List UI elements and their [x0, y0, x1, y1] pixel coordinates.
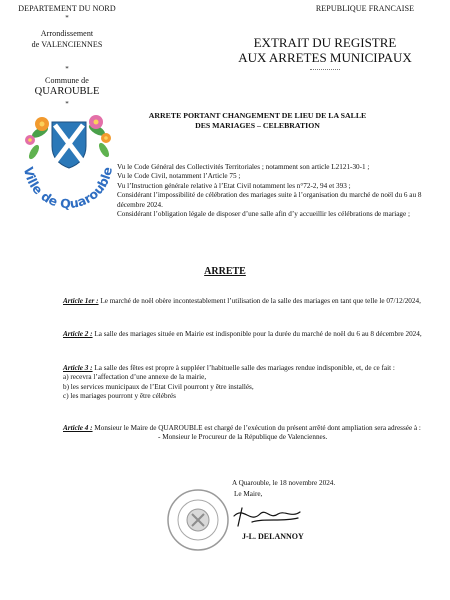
article-3-item: c) les mariages pourront y être célébrés: [63, 392, 176, 401]
town-logo-svg: [14, 112, 122, 212]
article-2: [63, 330, 441, 339]
vu-item: Vu le Code Civil, notamment l’Article 75 ;: [117, 172, 241, 181]
arrete-title: [115, 111, 400, 131]
official-stamp: [166, 488, 230, 552]
vus-block: [117, 163, 439, 219]
article-2-label: Article 2 :: [63, 330, 93, 338]
shield-icon: [52, 122, 86, 168]
vu-item: Vu le Code Général des Collectivités Territoriales ; notamment son article L2121-30-1 ;: [117, 163, 370, 171]
considerant-item: Considérant l’impossibilité de célébration des mariages suite à l’organisation du marché de noël du 6 au 8 décembre 2024.: [117, 191, 422, 209]
arrete-heading: ARRETE: [204, 266, 246, 277]
arrondissement-city: de VALENCIENNES: [31, 40, 103, 49]
commune-label: Commune de: [45, 76, 89, 85]
registre-title-line2: AUX ARRETES MUNICIPAUX: [238, 50, 412, 65]
leaf-icon: [97, 141, 111, 158]
signature-stroke-icon: [230, 498, 320, 530]
stamp-seal-icon: [166, 488, 230, 552]
registre-title-line1: EXTRAIT DU REGISTRE: [253, 35, 397, 50]
title-dotted-rule: [310, 69, 340, 70]
article-3-text: La salle des fêtes est propre à suppléer l’habituelle salle des mariages rendue indisponible, et, de ce fait :: [92, 364, 395, 372]
place-date: A Quarouble, le 18 novembre 2024.: [232, 479, 336, 487]
article-4: [63, 424, 441, 443]
flower-icon: [35, 117, 49, 131]
departement-label: DEPARTEMENT DU NORD: [18, 4, 116, 13]
article-3-item: a) recevra l’affectation d’une annexe de la mairie,: [63, 373, 207, 382]
flower-icon: [101, 133, 111, 143]
handwritten-signature: [230, 498, 320, 530]
considerant-item: Considérant l’obligation légale de disposer d’une salle afin d’y accueillir les célébrations de mariage ;: [117, 210, 410, 219]
article-3-label: Article 3 :: [63, 364, 93, 372]
article-3: [63, 364, 441, 402]
star-separator: *: [65, 14, 69, 22]
flower-icon: [89, 115, 103, 129]
article-1: [63, 297, 441, 306]
article-4-text: Monsieur le Maire de QUAROUBLE est chargé de l’exécution du présent arrêté dont ampliation sera adressée à :: [92, 424, 421, 432]
article-2-text: La salle des mariages située en Mairie est indisponible pour la durée du marché de noël du 6 au 8 décembre 2024,: [92, 330, 422, 338]
star-separator: *: [65, 100, 69, 108]
signatory-role: Le Maire,: [234, 490, 263, 498]
article-4-label: Article 4 :: [63, 424, 93, 432]
flower-icon: [25, 135, 35, 145]
logo-arc-text: Ville de Quarouble: [20, 165, 115, 212]
signatory-name: J-L. DELANNOY: [242, 532, 304, 541]
article-1-text: Le marché de noël obère incontestablement l’utilisation de la salle des mariages en tant que telle le 07/12/2024,: [98, 297, 421, 305]
leaf-icon: [27, 143, 41, 160]
article-1-label: Article 1er :: [63, 297, 99, 305]
town-logo: [14, 112, 122, 212]
arrondissement-label: Arrondissement: [40, 29, 94, 38]
commune-name: QUAROUBLE: [34, 86, 100, 97]
arrete-title-line1: ARRETE PORTANT CHANGEMENT DE LIEU DE LA SALLE: [148, 111, 367, 120]
republique-label: REPUBLIQUE FRANCAISE: [315, 4, 415, 13]
arrete-title-line2: DES MARIAGES – CELEBRATION: [195, 121, 320, 130]
article-4-recipient: - Monsieur le Procureur de la République de Valenciennes.: [158, 433, 328, 442]
vu-item: Vu l’Instruction générale relative à l’Etat Civil notamment les n°72-2, 94 et 393 ;: [117, 181, 351, 190]
article-3-item: b) les services municipaux de l’Etat Civil pourront y être installés,: [63, 382, 254, 391]
star-separator: *: [65, 65, 69, 73]
